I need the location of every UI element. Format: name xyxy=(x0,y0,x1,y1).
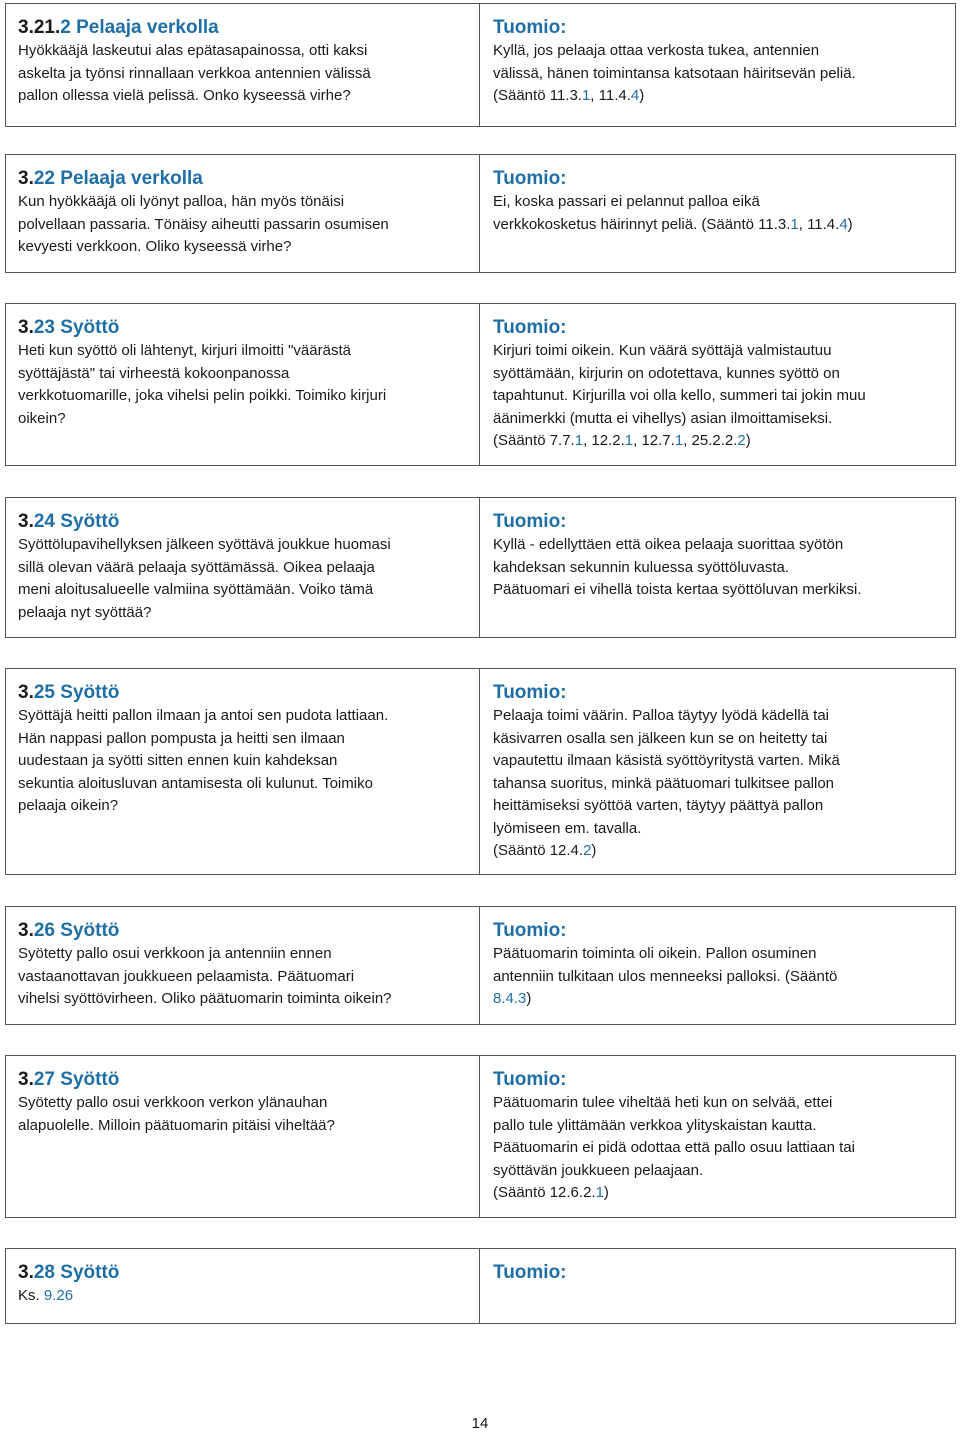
text-segment: syöttämään, kirjurin on odotettava, kunnes syöttö on xyxy=(493,364,840,382)
text-segment: ) xyxy=(847,215,853,233)
text-segment: , 11.4. xyxy=(590,87,631,104)
answer-line xyxy=(493,430,948,453)
answer-line xyxy=(493,408,948,431)
answer-line xyxy=(493,340,948,363)
text-segment: 3 xyxy=(518,990,527,1007)
question-cell xyxy=(18,304,473,430)
text-segment: kahdeksan sekunnin kuluessa syöttöluvasta. xyxy=(493,558,790,576)
column-divider xyxy=(479,907,480,1024)
text-segment: (Sääntö 12.6.2. xyxy=(493,1184,596,1201)
text-segment: Syöttölupavihellyksen jälkeen syöttävä joukkue huomasi xyxy=(18,536,391,553)
text-segment: syöttäjästä" tai virheestä kokoonpanossa xyxy=(18,364,290,382)
text-segment: 3. xyxy=(18,511,34,532)
text-segment: Heti kun syöttö oli lähtenyt, kirjuri ilmoitti "väärästä xyxy=(18,342,351,359)
answer-line xyxy=(493,988,948,1011)
answer-line xyxy=(493,840,948,863)
text-segment: Syöttäjä heitti pallon ilmaan ja antoi sen pudota lattiaan. xyxy=(18,707,389,724)
ruling-card xyxy=(5,154,956,273)
text-segment: Päätuomarin ei pidä odottaa että pallo osuu lattiaan tai xyxy=(493,1139,855,1156)
question-line xyxy=(18,40,473,63)
text-segment: 23 Syöttö xyxy=(33,317,120,338)
text-segment: 9.26 xyxy=(43,1287,74,1304)
text-segment: Hyökkääjä laskeutui alas epätasapainossa, otti kaksi xyxy=(18,42,368,59)
text-segment: 2 Pelaaja verkolla xyxy=(60,17,219,38)
answer-line xyxy=(493,191,948,214)
question-line xyxy=(18,1092,473,1115)
question-cell xyxy=(18,498,473,624)
text-segment: välissä, hänen toimintansa katsotaan häiritsevän peliä. xyxy=(493,64,856,82)
text-segment: 2 xyxy=(737,432,746,449)
question-title xyxy=(18,510,473,534)
text-segment: pelaaja nyt syöttää? xyxy=(18,603,152,621)
text-segment: 1 xyxy=(624,432,634,449)
question-line xyxy=(18,579,473,602)
question-line xyxy=(18,236,473,259)
question-line xyxy=(18,214,473,237)
text-segment: syöttävän joukkueen pelaajaan. xyxy=(493,1161,704,1179)
text-segment: (Sääntö 11.3. xyxy=(493,87,582,104)
text-segment: Kyllä - edellyttäen että oikea pelaaja suorittaa syötön xyxy=(493,536,844,553)
column-divider xyxy=(479,1056,480,1217)
text-segment: 3. xyxy=(18,1262,34,1283)
text-segment: kevyesti verkkoon. Oliko kyseessä virhe? xyxy=(18,238,292,255)
column-divider xyxy=(479,1249,480,1323)
question-title xyxy=(18,1068,473,1092)
question-line xyxy=(18,602,473,625)
ruling-card xyxy=(5,497,956,638)
ruling-card xyxy=(5,3,956,127)
text-segment: 1 xyxy=(790,215,799,233)
question-title xyxy=(18,681,473,705)
question-line xyxy=(18,773,473,796)
text-segment: 22 Pelaaja verkolla xyxy=(33,168,203,189)
text-segment: verkkotuomarille, joka vihelsi pelin poikki. Toimiko kirjuri xyxy=(18,387,387,404)
text-segment: ) xyxy=(639,87,645,104)
text-segment: Päätuomarin tulee viheltää heti kun on selvää, ettei xyxy=(493,1094,833,1111)
column-divider xyxy=(479,669,480,874)
answer-line xyxy=(493,40,948,63)
question-cell xyxy=(18,669,473,818)
question-cell xyxy=(18,907,473,1011)
ruling-label xyxy=(493,510,948,534)
question-title xyxy=(18,1261,473,1285)
question-title xyxy=(18,316,473,340)
text-segment: 1 xyxy=(595,1184,604,1201)
question-line xyxy=(18,534,473,557)
text-segment: pelaaja oikein? xyxy=(18,797,119,814)
text-segment: askelta ja työnsi rinnallaan verkkoa antennien välissä xyxy=(18,64,371,82)
answer-line xyxy=(493,385,948,408)
text-segment: ) xyxy=(745,432,751,449)
answer-line xyxy=(493,1182,948,1205)
question-line xyxy=(18,1285,473,1308)
question-line xyxy=(18,63,473,86)
answer-line xyxy=(493,1115,948,1138)
question-line xyxy=(18,385,473,408)
text-segment: Pelaaja toimi väärin. Palloa täytyy lyödä kädellä tai xyxy=(493,707,830,724)
text-segment: antenniin tulkitaan ulos menneeksi palloksi. (Sääntö xyxy=(493,967,838,985)
answer-line xyxy=(493,534,948,557)
question-cell xyxy=(18,1249,473,1308)
ruling-label xyxy=(493,681,948,705)
text-segment: Syötetty pallo osui verkkoon verkon ylänauhan xyxy=(18,1094,328,1111)
answer-line xyxy=(493,818,948,841)
text-segment: 4 xyxy=(630,87,640,104)
ruling-card xyxy=(5,668,956,875)
text-segment: 8.4. xyxy=(493,990,519,1007)
text-segment: Tönäisy aiheutti passarin osumisen xyxy=(154,215,389,233)
text-segment: polvellaan passaria. xyxy=(18,215,155,233)
answer-cell xyxy=(493,907,948,1011)
text-segment: Tuomio: xyxy=(493,168,567,189)
text-segment: Kun hyökkääjä oli lyönyt palloa, hän myös tönäisi xyxy=(18,193,345,210)
ruling-label xyxy=(493,167,948,191)
text-segment: tahansa suoritus, minkä päätuomari tulkitsee pallon xyxy=(493,774,835,792)
text-segment: , 11.4. xyxy=(798,215,840,233)
answer-cell xyxy=(493,155,948,236)
text-segment: 3. xyxy=(18,1069,34,1090)
column-divider xyxy=(479,304,480,465)
text-segment: äänimerkki (mutta ei vihellys) asian ilmoittamiseksi. xyxy=(493,409,833,427)
text-segment: ) xyxy=(526,990,532,1007)
text-segment: käsivarren osalla sen jälkeen kun se on heitetty tai xyxy=(493,729,828,747)
text-segment: ) xyxy=(603,1184,609,1201)
question-line xyxy=(18,85,473,108)
question-line xyxy=(18,966,473,989)
text-segment: pallon ollessa vielä pelissä. Onko kyseessä virhe? xyxy=(18,87,351,104)
text-segment: vapautettu ilmaan käsistä syöttöyritystä varten. Mikä xyxy=(493,752,840,769)
text-segment: lyömiseen em. tavalla. xyxy=(493,819,642,837)
question-line xyxy=(18,795,473,818)
ruling-card xyxy=(5,303,956,466)
answer-line xyxy=(493,1137,948,1160)
answer-cell xyxy=(493,304,948,453)
text-segment: 26 Syöttö xyxy=(33,920,120,941)
text-segment: 1 xyxy=(574,432,584,449)
text-segment: Kirjuri toimi oikein. Kun väärä syöttäjä valmistautuu xyxy=(493,342,832,359)
text-segment: meni aloitusalueelle valmiina syöttämään. Voiko tämä xyxy=(18,581,374,598)
text-segment: heittämiseksi syöttöä varten, täytyy päättyä pallon xyxy=(493,797,824,814)
text-segment: ) xyxy=(591,842,597,859)
text-segment: Syötetty pallo osui verkkoon ja antenniin ennen xyxy=(18,945,332,962)
text-segment: uudestaan ja syötti sitten ennen kuin kahdeksan xyxy=(18,752,338,769)
answer-cell xyxy=(493,1249,948,1285)
text-segment: oikein? xyxy=(18,409,66,427)
text-segment: 3. xyxy=(18,920,34,941)
text-segment: tapahtunut. Kirjurilla voi olla kello, summeri tai jokin muu xyxy=(493,387,866,404)
answer-line xyxy=(493,63,948,86)
text-segment: 1 xyxy=(581,87,591,104)
text-segment: 28 Syöttö xyxy=(33,1262,120,1283)
question-line xyxy=(18,943,473,966)
text-segment: (Sääntö 12.4. xyxy=(493,842,584,859)
text-segment: , 25.2.2. xyxy=(683,432,738,449)
answer-line xyxy=(493,1160,948,1183)
ruling-card xyxy=(5,906,956,1025)
text-segment: sekuntia aloitusluvan antamisesta oli kulunut. Toimiko xyxy=(18,774,373,792)
text-segment: 27 Syöttö xyxy=(33,1069,120,1090)
question-line xyxy=(18,728,473,751)
question-title xyxy=(18,919,473,943)
text-segment: 25 Syöttö xyxy=(33,682,120,703)
ruling-label xyxy=(493,919,948,943)
question-line xyxy=(18,705,473,728)
text-segment: Tuomio: xyxy=(493,682,567,703)
text-segment: Tuomio: xyxy=(493,1262,567,1283)
text-segment: vastaanottavan joukkueen pelaamista. Päätuomari xyxy=(18,967,355,985)
answer-line xyxy=(493,363,948,386)
question-line xyxy=(18,1115,473,1138)
answer-line xyxy=(493,579,948,602)
answer-cell xyxy=(493,498,948,602)
text-segment: (Sääntö 7.7. xyxy=(493,432,575,449)
text-segment: Tuomio: xyxy=(493,920,567,941)
text-segment: 3. xyxy=(18,168,34,189)
column-divider xyxy=(479,498,480,637)
text-segment: vihelsi syöttövirheen. Oliko päätuomarin toiminta oikein? xyxy=(18,990,392,1007)
column-divider xyxy=(479,155,480,272)
ruling-label xyxy=(493,1068,948,1092)
text-segment: Oikea pelaaja xyxy=(283,558,375,576)
answer-line xyxy=(493,750,948,773)
text-segment: 3. xyxy=(18,682,34,703)
ruling-label xyxy=(493,1261,948,1285)
text-segment: 1 xyxy=(674,432,684,449)
answer-line xyxy=(493,85,948,108)
text-segment: sillä olevan väärä pelaaja syöttämässä. xyxy=(18,558,284,576)
text-segment: Ks. xyxy=(18,1287,44,1304)
ruling-card xyxy=(5,1248,956,1324)
answer-line xyxy=(493,1092,948,1115)
question-line xyxy=(18,557,473,580)
text-segment: Päätuomarin toiminta oli oikein. Pallon osuminen xyxy=(493,945,817,962)
question-cell xyxy=(18,4,473,108)
column-divider xyxy=(479,4,480,126)
text-segment: 3. xyxy=(18,317,34,338)
answer-cell xyxy=(493,669,948,863)
question-line xyxy=(18,340,473,363)
ruling-label xyxy=(493,16,948,40)
question-title xyxy=(18,167,473,191)
text-segment: verkkokosketus häirinnyt peliä. (Sääntö 11.3. xyxy=(493,215,791,233)
text-segment: Tuomio: xyxy=(493,1069,567,1090)
answer-line xyxy=(493,966,948,989)
text-segment: , 12.2. xyxy=(583,432,625,449)
text-segment: Päätuomari ei vihellä toista kertaa syöttöluvan merkiksi. xyxy=(493,581,862,598)
question-line xyxy=(18,363,473,386)
answer-line xyxy=(493,557,948,580)
text-segment: 4 xyxy=(839,215,848,233)
text-segment: Tuomio: xyxy=(493,317,567,338)
text-segment: 24 Syöttö xyxy=(33,511,120,532)
text-segment: , 12.7. xyxy=(633,432,675,449)
question-line xyxy=(18,750,473,773)
question-line xyxy=(18,988,473,1011)
question-line xyxy=(18,191,473,214)
answer-cell xyxy=(493,1056,948,1205)
text-segment: 2 xyxy=(583,842,592,859)
question-line xyxy=(18,408,473,431)
text-segment: alapuolelle. Milloin päätuomarin pitäisi viheltää? xyxy=(18,1116,335,1134)
answer-line xyxy=(493,728,948,751)
answer-line xyxy=(493,943,948,966)
question-cell xyxy=(18,1056,473,1137)
answer-line xyxy=(493,705,948,728)
text-segment: Tuomio: xyxy=(493,511,567,532)
text-segment: Kyllä, jos pelaaja ottaa verkosta tukea, antennien xyxy=(493,42,820,59)
ruling-label xyxy=(493,316,948,340)
text-segment: Tuomio: xyxy=(493,17,567,38)
text-segment: 3.21. xyxy=(18,17,61,38)
text-segment: Ei, koska passari ei pelannut palloa eikä xyxy=(493,193,760,210)
answer-cell xyxy=(493,4,948,108)
ruling-card xyxy=(5,1055,956,1218)
answer-line xyxy=(493,795,948,818)
page-number: 14 xyxy=(471,1415,489,1432)
text-segment: Hän nappasi pallon pompusta ja heitti sen ilmaan xyxy=(18,729,345,747)
question-cell xyxy=(18,155,473,259)
text-segment: pallo tule ylittämään verkkoa ylityskaistan kautta. xyxy=(493,1116,817,1134)
question-title xyxy=(18,16,473,40)
answer-line xyxy=(493,214,948,237)
answer-line xyxy=(493,773,948,796)
